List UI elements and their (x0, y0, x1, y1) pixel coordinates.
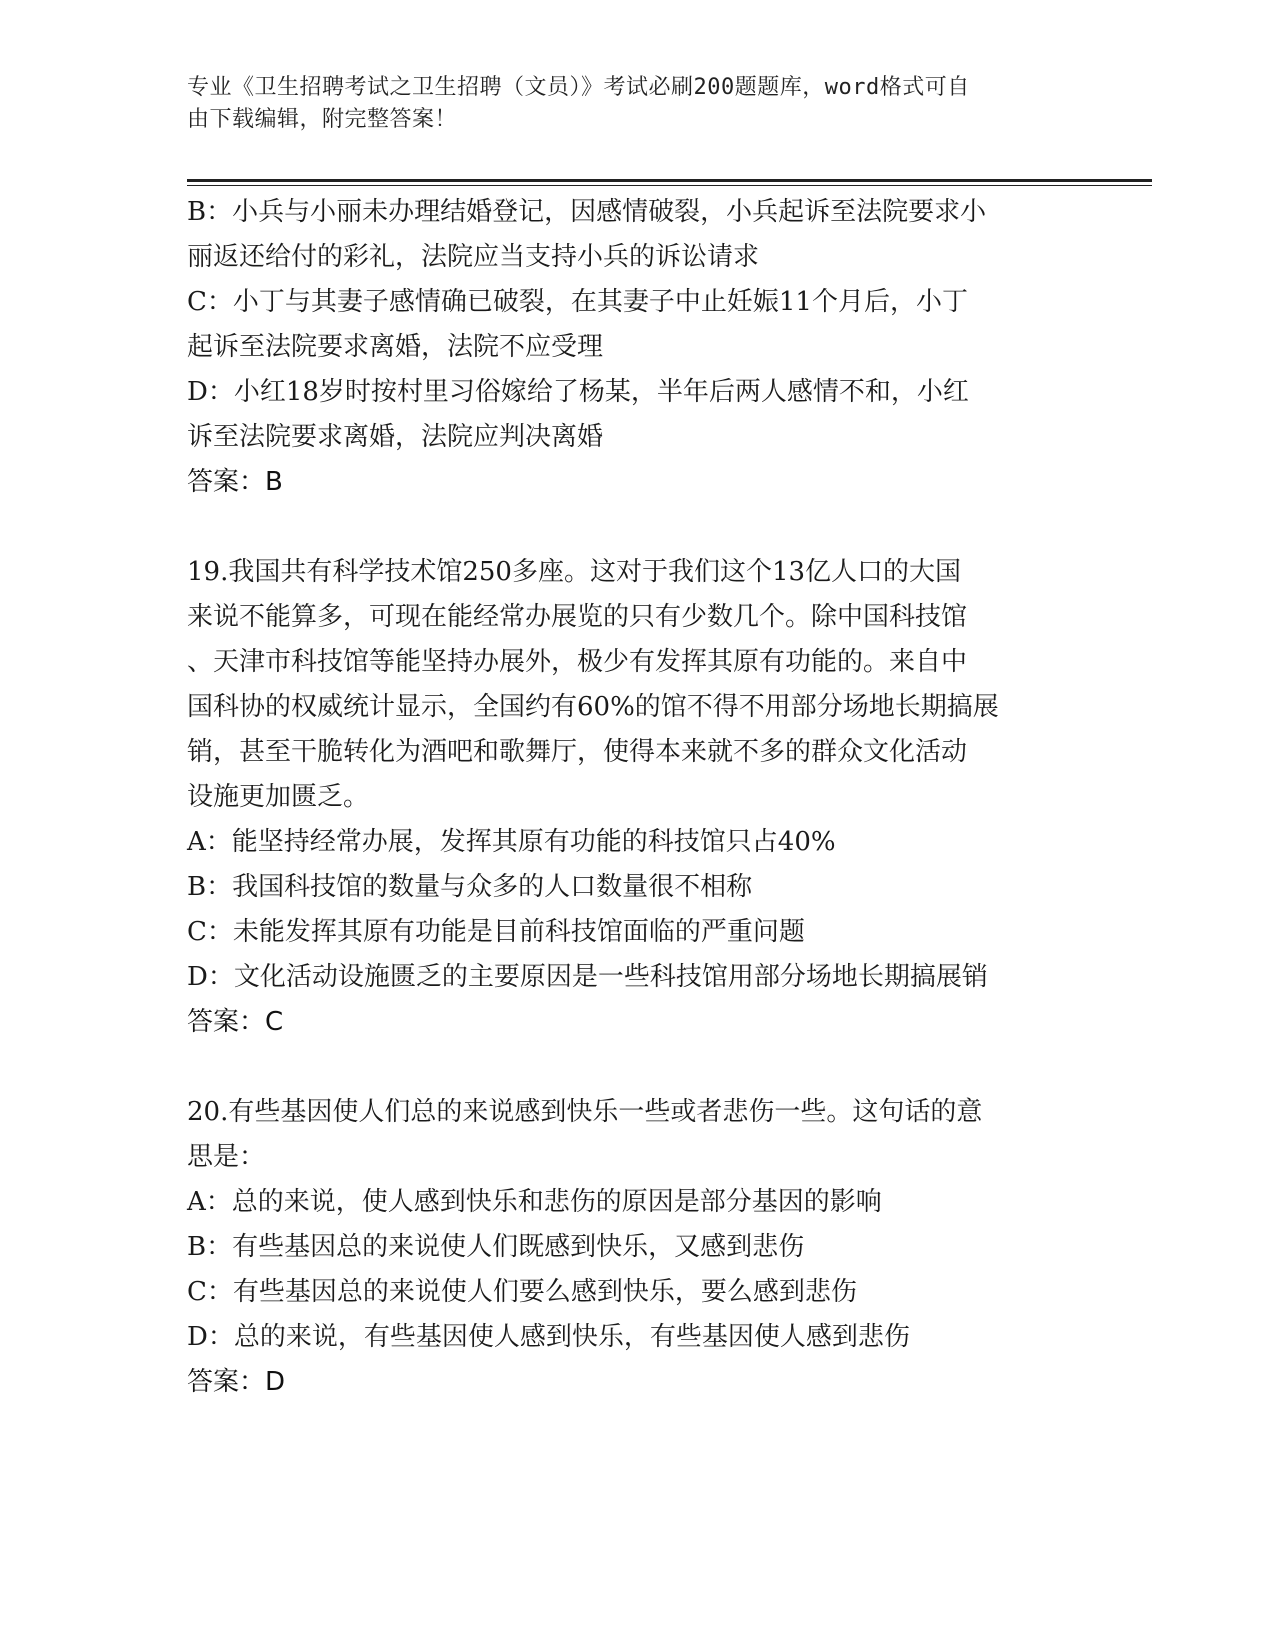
q18-option-c-line-2: 起诉至法院要求离婚，法院不应受理 (187, 332, 604, 362)
q20-option-b: B：有些基因总的来说使人们既感到快乐，又感到悲伤 (187, 1232, 805, 1262)
q18-answer: 答案：B (187, 467, 283, 497)
header-rule-thin (187, 185, 1152, 186)
q19-option-b: B：我国科技馆的数量与众多的人口数量很不相称 (187, 872, 753, 902)
q19-stem-line-5: 销，甚至干脆转化为酒吧和歌舞厅，使得本来就不多的群众文化活动 (187, 737, 968, 767)
document-header (187, 72, 1067, 136)
question-20 (187, 1090, 1087, 1405)
q19-option-d: D：文化活动设施匮乏的主要原因是一些科技馆用部分场地长期搞展销 (187, 962, 988, 992)
header-title-line-1: 专业《卫生招聘考试之卫生招聘（文员）》考试必刷200题题库，word格式可自 (187, 75, 970, 100)
q20-answer: 答案：D (187, 1367, 286, 1397)
q18-option-d-line-2: 诉至法院要求离婚，法院应判决离婚 (187, 422, 604, 452)
q18-option-b-line-2: 丽返还给付的彩礼，法院应当支持小兵的诉讼请求 (187, 242, 760, 272)
header-rule-thick (187, 179, 1152, 182)
q19-stem-line-3: 、天津市科技馆等能坚持办展外，极少有发挥其原有功能的。来自中 (187, 647, 968, 677)
header-title-line-2: 由下载编辑，附完整答案！ (187, 107, 458, 132)
q18-option-b-line-1: B：小兵与小丽未办理结婚登记，因感情破裂，小兵起诉至法院要求小 (187, 197, 987, 227)
q18-option-c-line-1: C：小丁与其妻子感情确已破裂，在其妻子中止妊娠11个月后，小丁 (187, 287, 968, 317)
q20-option-a: A：总的来说，使人感到快乐和悲伤的原因是部分基因的影响 (187, 1187, 882, 1217)
q19-stem-line-1: 19.我国共有科学技术馆250多座。这对于我们这个13亿人口的大国 (187, 557, 962, 587)
q19-stem-line-6: 设施更加匮乏。 (187, 782, 370, 812)
question-19 (187, 550, 1087, 1045)
q19-answer: 答案：C (187, 1007, 284, 1037)
q19-option-a: A：能坚持经常办展，发挥其原有功能的科技馆只占40% (187, 827, 836, 857)
document-body (187, 190, 1087, 1405)
q19-option-c: C：未能发挥其原有功能是目前科技馆面临的严重问题 (187, 917, 805, 947)
q20-option-c: C：有些基因总的来说使人们要么感到快乐，要么感到悲伤 (187, 1277, 857, 1307)
q19-stem-line-2: 来说不能算多，可现在能经常办展览的只有少数几个。除中国科技馆 (187, 602, 968, 632)
q20-stem-line-1: 20.有些基因使人们总的来说感到快乐一些或者悲伤一些。这句话的意 (187, 1097, 983, 1127)
question-18-continued (187, 190, 1087, 505)
question-spacer (187, 1045, 1087, 1090)
q19-stem-line-4: 国科协的权威统计显示，全国约有60%的馆不得不用部分场地长期搞展 (187, 692, 999, 722)
q20-stem-line-2: 思是： (187, 1142, 266, 1172)
q20-option-d: D：总的来说，有些基因使人感到快乐，有些基因使人感到悲伤 (187, 1322, 910, 1352)
question-spacer (187, 505, 1087, 550)
q18-option-d-line-1: D：小红18岁时按村里习俗嫁给了杨某，半年后两人感情不和，小红 (187, 377, 969, 407)
